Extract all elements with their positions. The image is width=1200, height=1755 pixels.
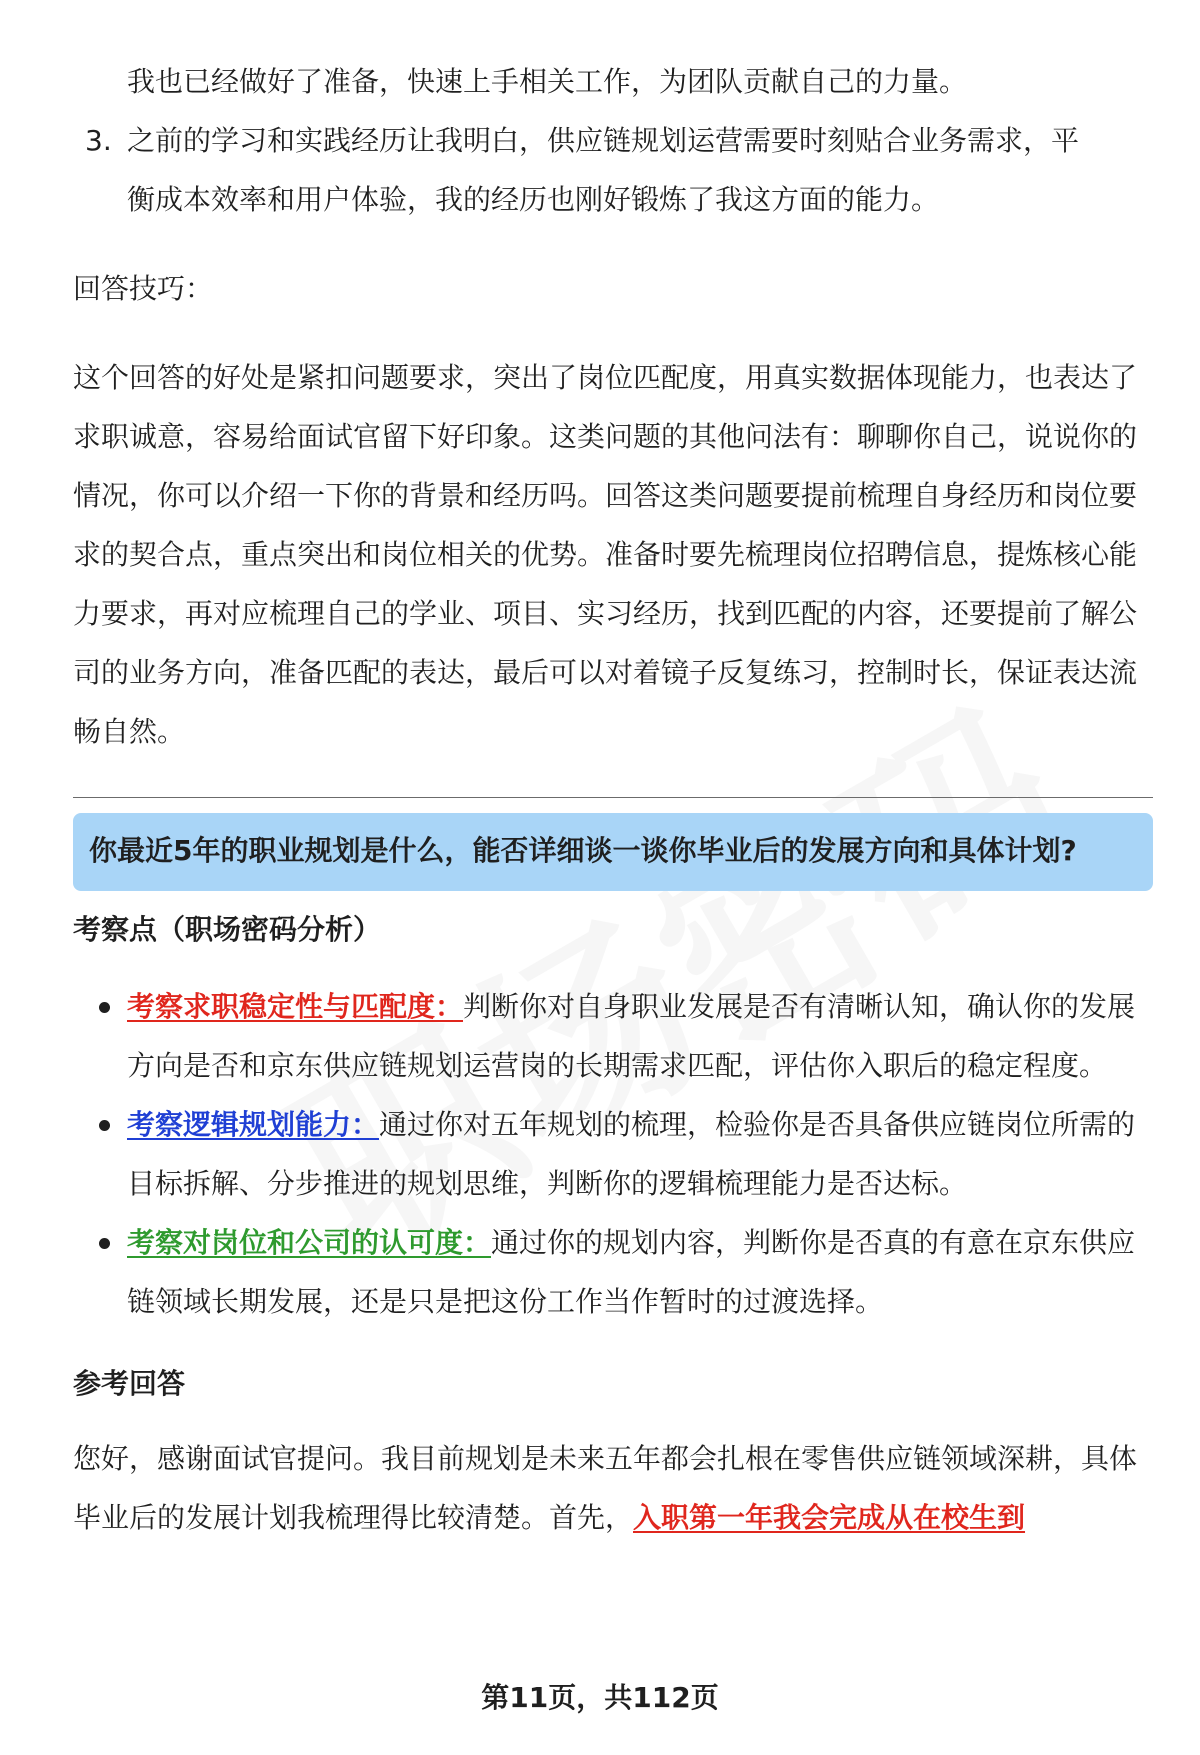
tips-body: 这个回答的好处是紧扣问题要求，突出了岗位匹配度，用真实数据体现能力，也表达了求职诚意，容易给面试官留下好印象。这类问题的其他问法有：聊聊你自己，说说你的情况，你可以介绍一下你的背景和经历吗。回答这类问题要提前梳理自身经历和岗位要求的契合点，重点突出和岗位相关的优势。准备时要先梳理岗位招聘信息，提炼核心能力要求，再对应梳理自己的学业、项目、实习经历，找到匹配的内容，还要提前了解公司的业务方向，准备匹配的表达，最后可以对着镜子反复练习，控制时长，保证表达流畅自然。 [73,361,1138,748]
answer-title: 参考回答 [73,1367,186,1400]
bullet-dot-icon [99,1238,110,1249]
bullet-dot-icon [99,1002,110,1013]
analysis-text: 通过你的规划内容，判断你是否真的有意在京东供应链领域长期发展，还是只是把这份工作当作暂时的过渡选择。 [127,1226,1136,1318]
question-box [73,813,1153,891]
analysis-title: 考察点（职场密码分析） [73,913,382,946]
answer-highlight: 入职第一年我会完成从在校生到 [633,1501,1026,1534]
list-item-3 [73,111,1153,229]
section-divider [73,797,1153,798]
list-number: 3. [85,124,112,157]
analysis-item [73,1095,1153,1213]
answer-text: 您好，感谢面试官提问。我目前规划是未来五年都会扎根在零售供应链领域深耕，具体毕业后的发展计划我梳理得比较清楚。首先， [73,1442,1138,1534]
analysis-item [73,1213,1153,1331]
document-body [73,52,1153,1575]
bullet-dot-icon [99,1120,110,1131]
answer-body [73,1429,1153,1547]
list-item-3-line-1: 之前的学习和实践经历让我明白，供应链规划运营需要时刻贴合业务需求，平 [127,124,1080,157]
list-item-3-line-2: 衡成本效率和用户体验，我的经历也刚好锻炼了我这方面的能力。 [127,183,940,216]
list-item-2-continuation: 我也已经做好了准备，快速上手相关工作，为团队贡献自己的力量。 [127,65,968,98]
question-text: 你最近5年的职业规划是什么，能否详细谈一谈你毕业后的发展方向和具体计划? [89,834,1077,867]
analysis-key: 考察对岗位和公司的认可度： [127,1226,492,1259]
analysis-text: 判断你对自身职业发展是否有清晰认知，确认你的发展方向是否和京东供应链规划运营岗的长期需求匹配，评估你入职后的稳定程度。 [127,990,1136,1082]
tips-label: 回答技巧： [73,272,214,305]
analysis-key: 考察逻辑规划能力： [127,1108,380,1141]
page-footer: 第11页，共112页 [481,1681,719,1714]
analysis-key: 考察求职稳定性与匹配度： [127,990,464,1023]
analysis-list [73,977,1153,1331]
analysis-item [73,977,1153,1095]
analysis-text: 通过你对五年规划的梳理，检验你是否具备供应链岗位所需的目标拆解、分步推进的规划思维，判断你的逻辑梳理能力是否达标。 [127,1108,1136,1200]
